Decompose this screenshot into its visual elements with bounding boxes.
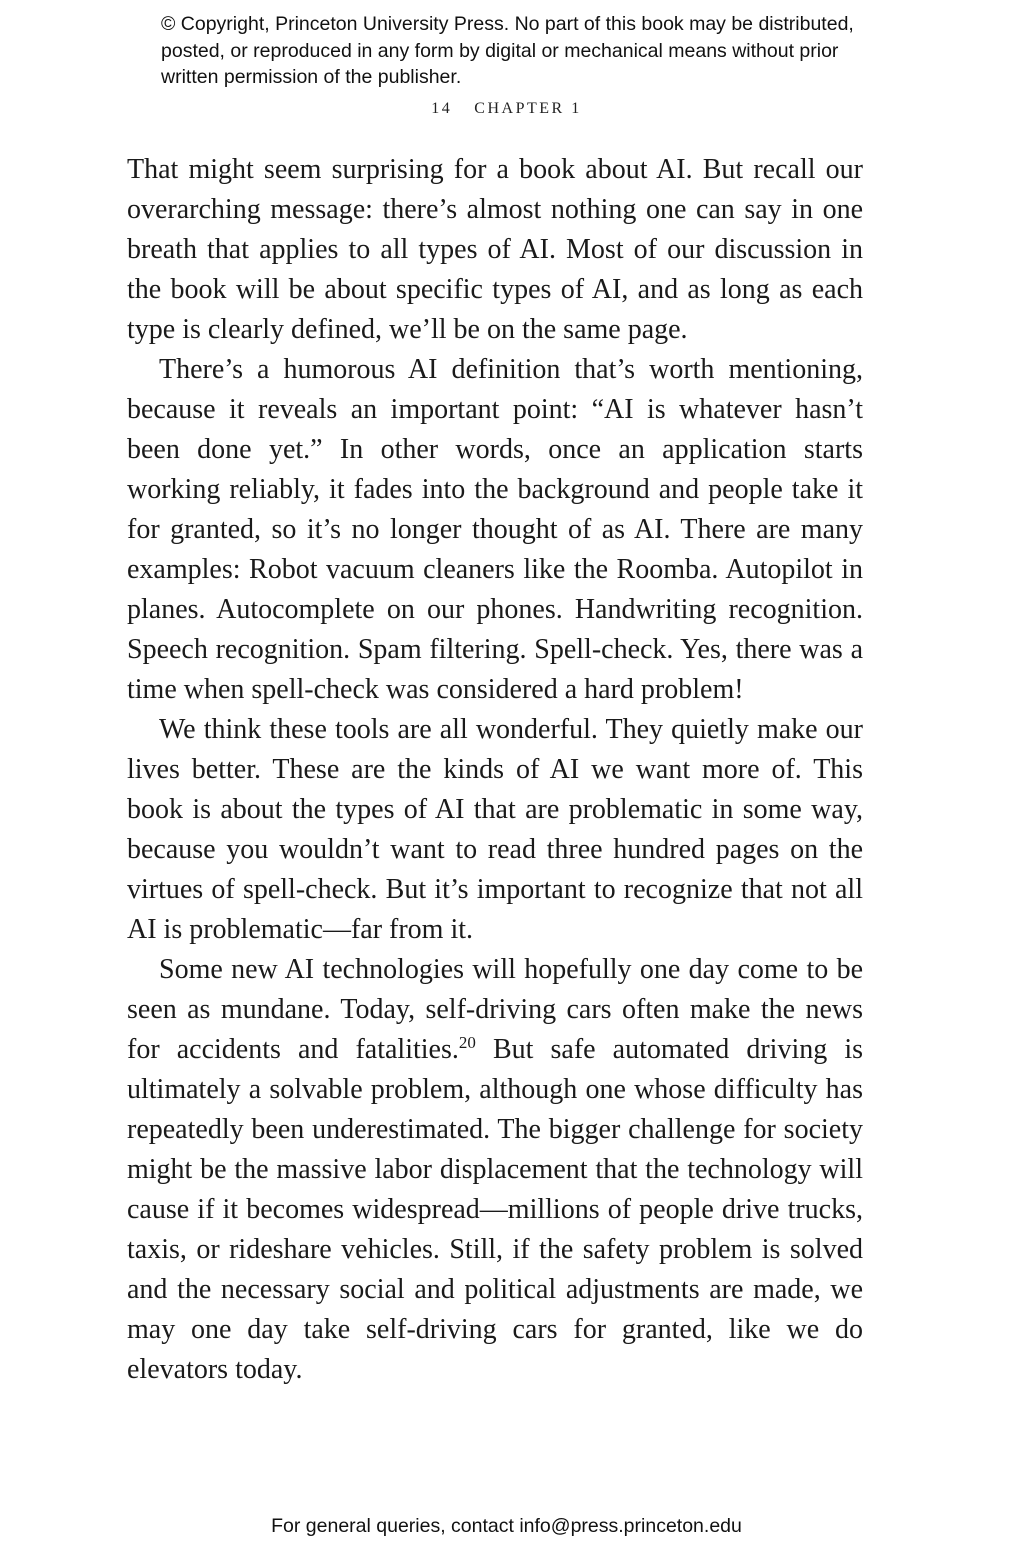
footer-contact: For general queries, contact info@press.princeton.edu [271,1515,742,1537]
footnote-marker: 20 [458,1033,476,1052]
paragraph-2: There’s a humorous AI definition that’s worth mentioning, because it reveals an important point: “AI is whatever hasn’t been done yet.” In other words, once an application starts working reliably, it fades into the background and people take it for granted, so it’s no longer thought of as AI. There are many examples: Robot vacuum cleaners like the Roomba. Autopilot in planes. Autocomplete on our phones. Handwriting recognition. Speech recognition. Spam filtering. Spell-check. Yes, there was a time when spell-check was considered a hard problem! [127,354,863,705]
paragraph-4 [127,950,863,1390]
chapter-label: CHAPTER 1 [474,100,582,117]
page-number: 14 [431,100,453,117]
paragraph-4-part-1: Some new AI technologies will hopefully one day come to be seen as mundane. Today, self-driving cars often make the news for accidents and fatalities. [127,954,863,1065]
copyright-notice: © Copyright, Princeton University Press. No part of this book may be distributed, posted, or reproduced in any form by digital or mechanical means without prior written permission of the publisher. [161,13,854,88]
body-text [127,150,863,1390]
running-head [0,100,1013,118]
paragraph-4-part-2: But safe automated driving is ultimately a solvable problem, although one whose difficulty has repeatedly been underestimated. The bigger challenge for society might be the massive labor displacement that the technology will cause if it becomes widespread—millions of people drive trucks, taxis, or rideshare vehicles. Still, if the safety problem is solved and the necessary social and political adjustments are made, we may one day take self-driving cars for granted, like we do elevators today. [127,1034,863,1385]
paragraph-3: We think these tools are all wonderful. They quietly make our lives better. These are the kinds of AI we want more of. This book is about the types of AI that are problematic in some way, because you wouldn’t want to read three hundred pages on the virtues of spell-check. But it’s important to recognize that not all AI is problematic—far from it. [127,714,863,945]
paragraph-1: That might seem surprising for a book about AI. But recall our overarching message: there’s almost nothing one can say in one breath that applies to all types of AI. Most of our discussion in the book will be about specific types of AI, and as long as each type is clearly defined, we’ll be on the same page. [127,154,863,345]
